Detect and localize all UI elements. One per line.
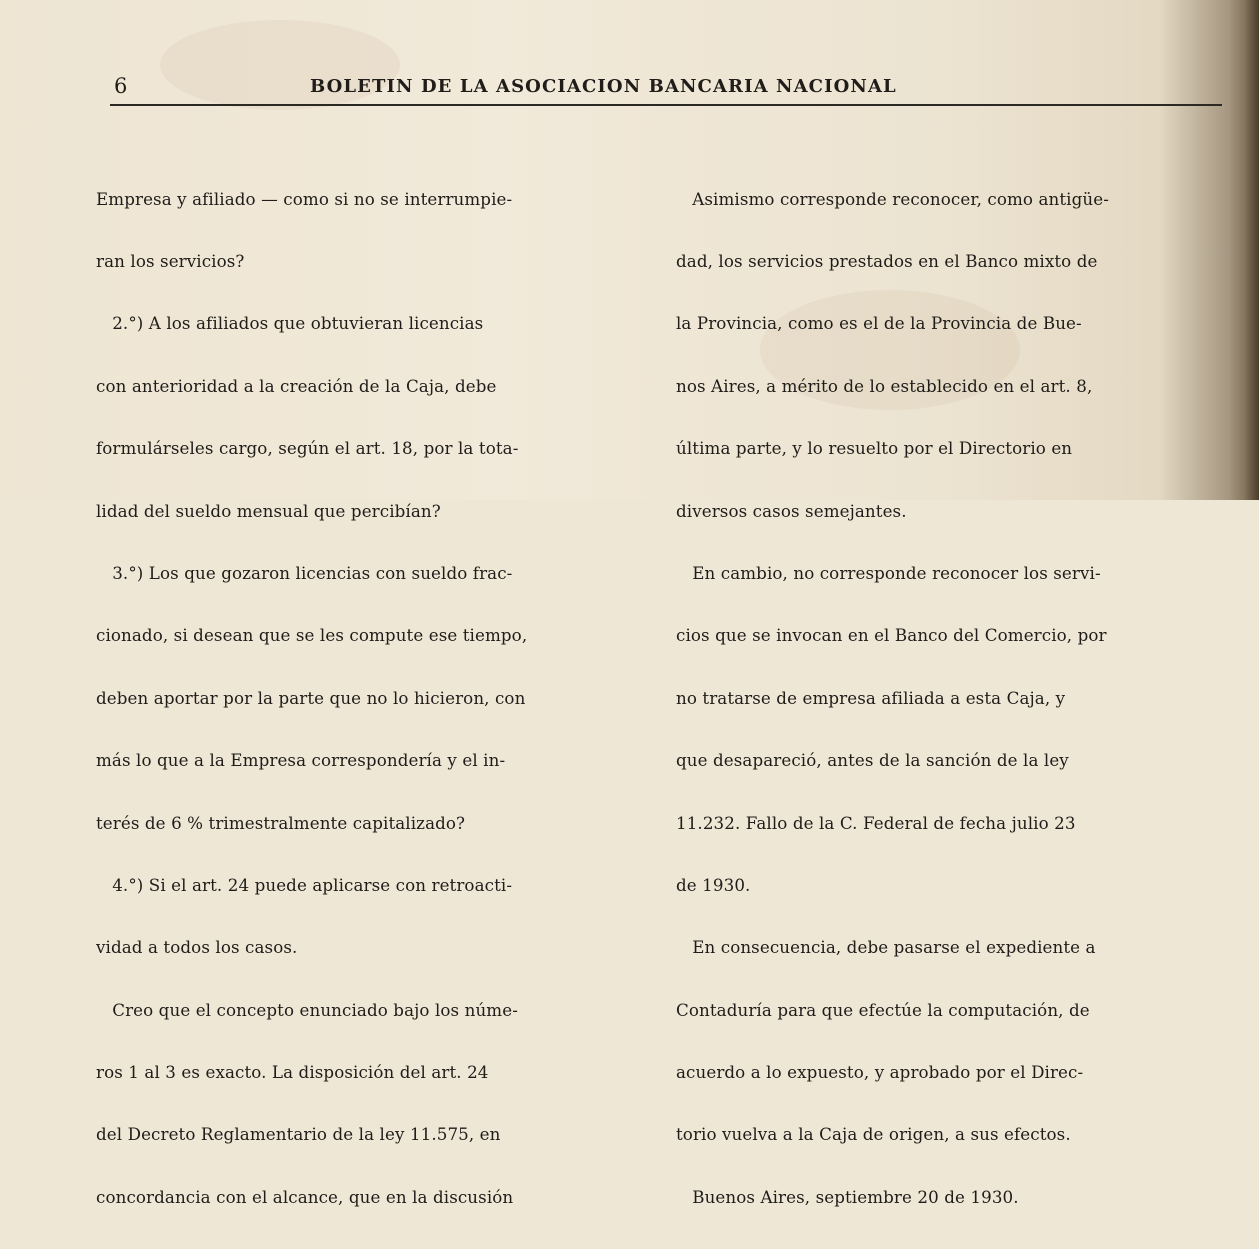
text-line: la Provincia, como es el de la Provincia de Bue-	[676, 313, 1082, 334]
text-line: diversos casos semejantes.	[676, 500, 907, 521]
text-line: 11.232. Fallo de la C. Federal de fecha julio 23	[676, 812, 1076, 833]
page-number: 6	[114, 74, 128, 98]
text-line: no tratarse de empresa afiliada a esta Caja, y	[676, 687, 1066, 708]
left-column	[96, 147, 638, 1249]
text-line: deben aportar por la parte que no lo hicieron, con	[96, 687, 526, 708]
text-line: Asimismo corresponde reconocer, como antigüe-	[676, 188, 1109, 209]
text-line: más lo que a la Empresa correspondería y el in-	[96, 750, 506, 771]
text-line: dad, los servicios prestados en el Banco mixto de	[676, 250, 1098, 271]
text-line: del Decreto Reglamentario de la ley 11.575, en	[96, 1124, 501, 1145]
text-line: nos Aires, a mérito de lo establecido en el art. 8,	[676, 375, 1093, 396]
text-line: En cambio, no corresponde reconocer los servi-	[676, 562, 1101, 583]
text-line: Empresa y afiliado — como si no se interrumpie-	[96, 188, 513, 209]
text-line: que desapareció, antes de la sanción de la ley	[676, 750, 1069, 771]
text-line: cios que se invocan en el Banco del Comercio, por	[676, 625, 1107, 646]
text-line: 3.°) Los que gozaron licencias con sueldo frac-	[96, 562, 513, 583]
text-line: vidad a todos los casos.	[96, 937, 298, 958]
header-rule	[110, 104, 1222, 106]
text-line: concordancia con el alcance, que en la discusión	[96, 1186, 514, 1207]
text-line: última parte, y lo resuelto por el Directorio en	[676, 438, 1073, 459]
text-line: acuerdo a lo expuesto, y aprobado por el Direc-	[676, 1062, 1084, 1083]
text-line: ros 1 al 3 es exacto. La disposición del art. 24	[96, 1062, 489, 1083]
text-line: En consecuencia, debe pasarse el expediente a	[676, 937, 1096, 958]
text-line: formulárseles cargo, según el art. 18, por la tota-	[96, 438, 519, 459]
right-column	[676, 147, 1221, 1249]
text-line: Contaduría para que efectúe la computación, de	[676, 999, 1090, 1020]
text-line: lidad del sueldo mensual que percibían?	[96, 500, 441, 521]
text-line: ran los servicios?	[96, 250, 245, 271]
text-line: de 1930.	[676, 874, 751, 895]
text-line: terés de 6 % trimestralmente capitalizado?	[96, 812, 466, 833]
text-line: 4.°) Si el art. 24 puede aplicarse con retroacti-	[96, 874, 513, 895]
text-line: cionado, si desean que se les compute ese tiempo,	[96, 625, 528, 646]
text-line: 2.°) A los afiliados que obtuvieran licencias	[96, 313, 484, 334]
text-line: Creo que el concepto enunciado bajo los núme-	[96, 999, 518, 1020]
page-edge-shadow	[1229, 0, 1259, 500]
text-line: Buenos Aires, septiembre 20 de 1930.	[676, 1186, 1019, 1207]
text-line: torio vuelva a la Caja de origen, a sus efectos.	[676, 1124, 1071, 1145]
running-title: BOLETIN DE LA ASOCIACION BANCARIA NACIONAL	[310, 76, 897, 97]
text-line: con anterioridad a la creación de la Caja, debe	[96, 375, 497, 396]
page-header	[0, 74, 1259, 106]
